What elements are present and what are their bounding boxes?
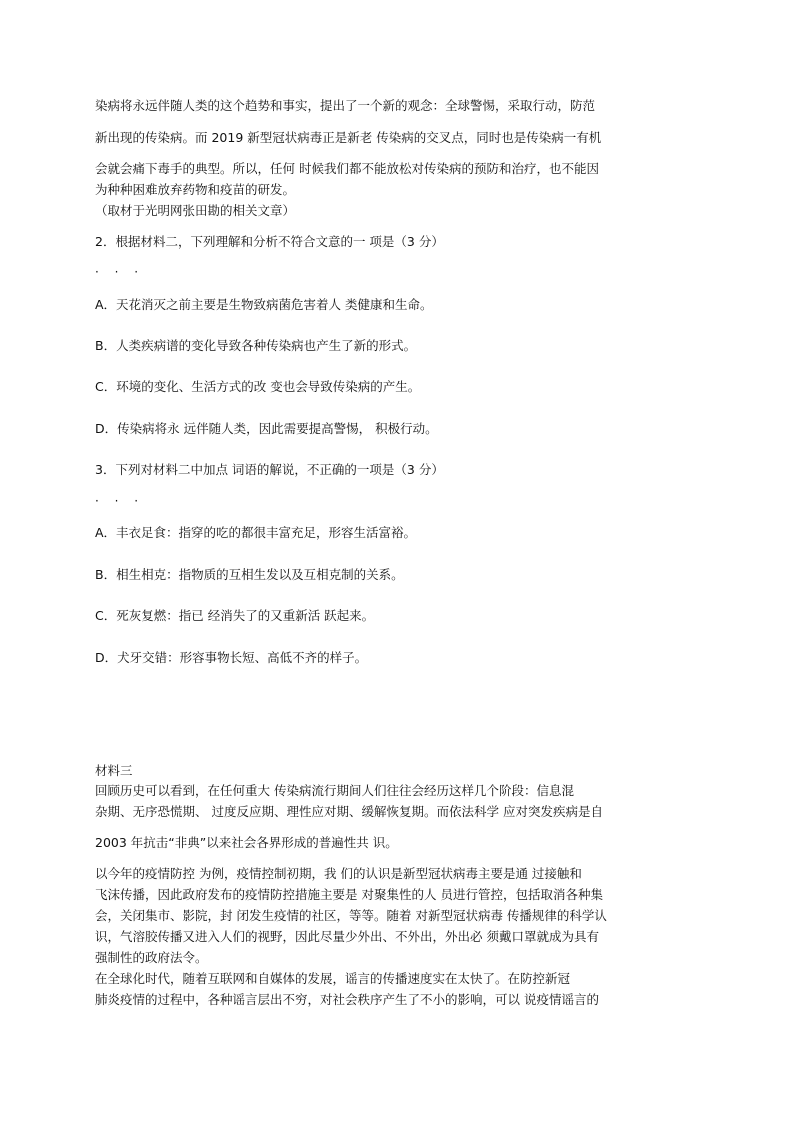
material3-line-1: 回顾历史可以看到，在任何重大 传染病流行期间人们往往会经历这样几个阶段：信息混 xyxy=(95,783,574,798)
material2-line-2: 新出现的传染病。而 2019 新型冠状病毒正是新老 传染病的交叉点，同时也是传染病一有机 xyxy=(95,130,602,145)
q2-option-a: A．天花消灭之前主要是生物致病菌危害着人 类健康和生命。 xyxy=(95,297,433,312)
q3-stem: 3．下列对材料二中加点 词语的解说，不正确的一项是（3 分） xyxy=(95,462,444,477)
q3-option-a: A．丰衣足食：指穿的吃的都很丰富充足，形容生活富裕。 xyxy=(95,525,417,540)
material2-line-4: 为种种困难放弃药物和疫苗的研发。 xyxy=(95,182,296,197)
material3-line-3: 2003 年抗击“非典”以来社会各界形成的普遍性共 识。 xyxy=(95,835,398,850)
material3-line-10: 肺炎疫情的过程中，各种谣言层出不穷，对社会秩序产生了不小的影响，可以 说疫情谣言的 xyxy=(95,992,599,1007)
material3-line-6: 会，关闭集市、影院，封 闭发生疫情的社区，等等。随着 对新型冠状病毒 传播规律的科学认 xyxy=(95,908,607,923)
material2-line-3: 会就会痛下毒手的典型。所以，任何 时候我们都不能放松对传染病的预防和治疗，也不能因 xyxy=(95,161,599,176)
material3-line-5: 飞沫传播，因此政府发布的疫情防控措施主要是 对聚集性的人 员进行管控，包括取消各种集 xyxy=(95,887,603,902)
material3-line-7: 识，气溶胶传播又进入人们的视野，因此尽量少外出、不外出，外出必 须戴口罩就成为具有 xyxy=(95,929,599,944)
q2-option-c: C．环境的变化、生活方式的改 变也会导致传染病的产生。 xyxy=(95,379,421,394)
material3-line-2: 杂期、无序恐慌期、 过度反应期、理性应对期、缓解恢复期。而依法科学 应对突发疾病是自 xyxy=(95,804,603,819)
q3-emphasis-dots: · · · xyxy=(95,494,145,508)
q2-emphasis-dots: · · · xyxy=(95,265,145,279)
q3-option-b: B．相生相克：指物质的互相生发以及互相克制的关系。 xyxy=(95,567,404,582)
q2-stem: 2．根据材料二，下列理解和分析不符合文意的一 项是（3 分） xyxy=(95,234,444,249)
q2-option-d: D．传染病将永 远伴随人类，因此需要提高警惕， 积极行动。 xyxy=(95,421,438,436)
material3-title: 材料三 xyxy=(95,763,133,778)
material2-source: （取材于光明网张田勘的相关文章） xyxy=(95,203,296,218)
material3-line-8: 强制性的政府法令。 xyxy=(95,950,208,965)
material3-line-4: 以今年的疫情防控 为例，疫情控制初期，我 们的认识是新型冠状病毒主要是通 过接触和 xyxy=(95,866,582,881)
material2-line-1: 染病将永远伴随人类的这个趋势和事实，提出了一个新的观念：全球警惕，采取行动，防范 xyxy=(95,98,596,113)
material3-line-9: 在全球化时代，随着互联网和自媒体的发展，谣言的传播速度实在太快了。在防控新冠 xyxy=(95,971,571,986)
q2-option-b: B．人类疾病谱的变化导致各种传染病也产生了新的形式。 xyxy=(95,338,417,353)
q3-option-c: C．死灰复燃：指已 经消失了的又重新活 跃起来。 xyxy=(95,608,375,623)
q3-option-d: D．犬牙交错：形容事物长短、高低不齐的样子。 xyxy=(95,650,368,665)
